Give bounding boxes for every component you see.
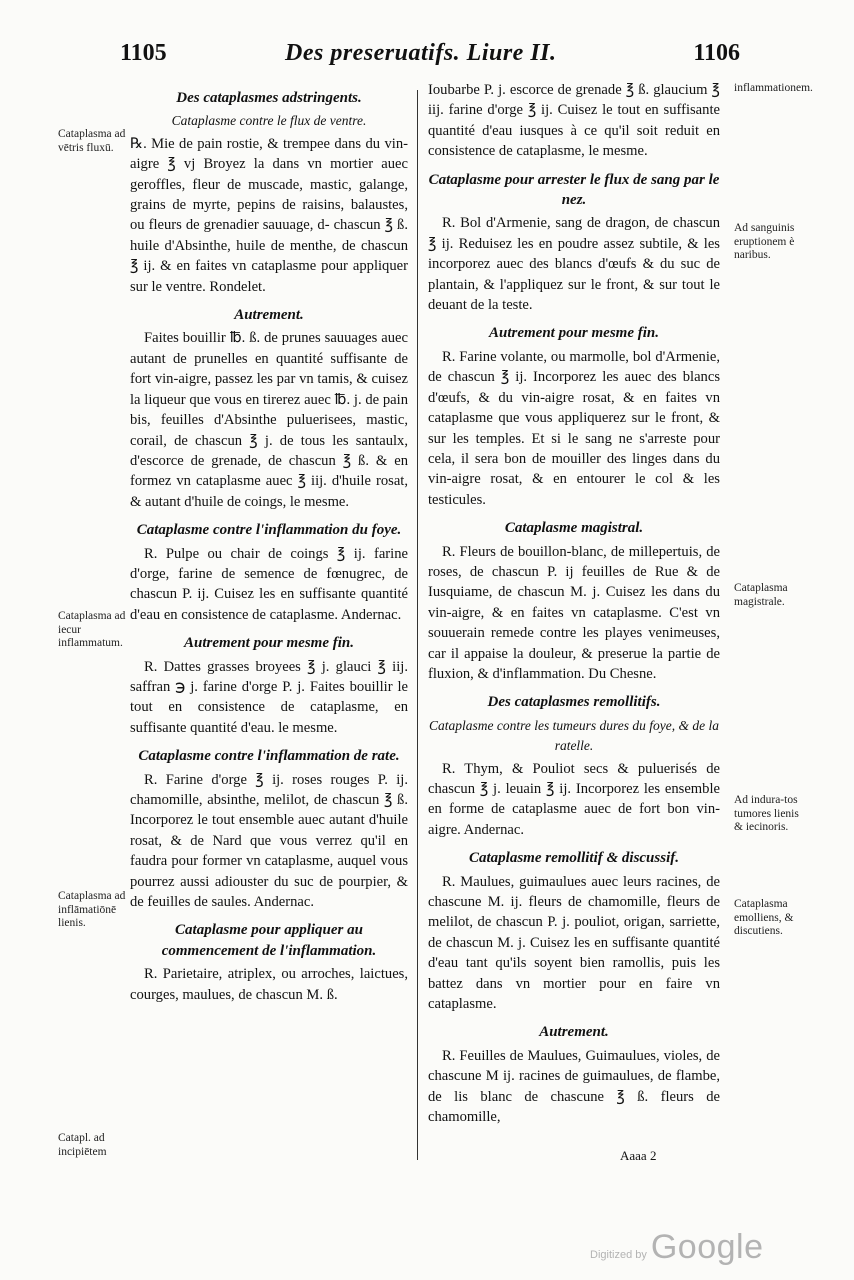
running-title: Des preseruatifs. Liure II. xyxy=(285,40,557,66)
margin-note: Cataplasma ad inflāmatiōnē lienis. xyxy=(58,890,126,929)
section-heading: Cataplasme pour appliquer au commencement de l'inflammation. xyxy=(161,922,377,959)
paragraph: Ioubarbe P. j. escorce de grenade ℥ ß. glaucium ℥ iij. farine d'orge ℥ ij. Cuisez le tout en suffisante quantité d'eau iusques à ce qu'il soit reduit en consistence de cataplasme, le mesme. xyxy=(428,82,720,160)
page-number-left: 1105 xyxy=(120,40,167,66)
digitized-label: Digitized by xyxy=(590,1249,647,1261)
section-heading: Cataplasme contre l'inflammation de rate. xyxy=(138,748,400,765)
paragraph: R. Dattes grasses broyees ℥ j. glauci ℥ iij. saffran ℈ j. farine d'orge P. j. Faites bouillir le tout en consistence de cataplasme, en suffisante quantité d'eau. le mesme. xyxy=(130,658,408,736)
page-number-right: 1106 xyxy=(693,40,740,66)
section-heading: Cataplasme contre les tumeurs dures du foye, & de la ratelle. xyxy=(429,717,719,754)
margin-note: Catapl. ad incipiētem xyxy=(58,1132,107,1158)
paragraph: R. Fleurs de bouillon-blanc, de millepertuis, de roses, de chascun P. ij feuilles de Rue & de Iusquiame, de chascun M. j. Cuisez les dans du vin-aigre, & en faites vn cataplasme. C'est vn souuerain remede contre les playes venimeuses, car il appaise la douleur, & preserue la partie de fluxion, & d'inflammation. Du Chesne. xyxy=(428,543,720,682)
paragraph: R. Farine volante, ou marmolle, bol d'Armenie, de chascun ℥ ij. Incorporez les auec des blancs d'œufs, & du vin-aigre rosat, & en faites vn cataplasme que vous appliquerez sur le front, & sur les temples. Et si le sang ne s'arreste pour cela, il sera bon de mouiller des linges dans du vin-aigre rosat, & en entourer le col & les testicules. xyxy=(428,348,720,508)
margin-note: Cataplasma ad vētris fluxū. xyxy=(58,128,126,154)
column-rule xyxy=(417,90,418,1160)
paragraph: R. Farine d'orge ℥ ij. roses rouges P. ij. chamomille, absinthe, melilot, de chascun ℥ ß. Incorporez le tout ensemble auec autant d'huile rosat, & de Nard que vous verrez qu'il en faudra pour former vn cataplasme, auquel vous pourrez aussi adiouster du suc de pourpier, & de feuilles de saules. Andernac. xyxy=(130,771,408,911)
section-heading: Des cataplasmes adstringents. xyxy=(176,90,362,106)
section-heading: Autrement pour mesme fin. xyxy=(183,635,355,652)
margin-note: Ad indura-tos tumores lienis & iecinoris. xyxy=(734,794,799,833)
page-header xyxy=(110,40,740,72)
section-heading: Autrement pour mesme fin. xyxy=(488,325,660,342)
section-heading: Cataplasme pour arrester le flux de sang par le nez. xyxy=(428,171,720,209)
margin-note: Cataplasma ad iecur inflammatum. xyxy=(58,610,126,649)
paragraph: R. Parietaire, atriplex, ou arroches, laictues, courges, maulues, de chascun M. ß. xyxy=(130,966,408,1003)
paragraph: R. Maulues, guimaulues auec leurs racines, de chascune M. ij. fleurs de chamomille, fleurs de melilot, de chascun P. j. pouliot, origan, sarriette, de chascun M. j. Cuisez les en suffisante quantité d'eau tant qu'ils soyent bien ramollis, puis les battez dans vn mortier pour en faire vn cataplasme. xyxy=(428,873,720,1013)
digitized-watermark xyxy=(590,1228,764,1267)
margin-note: inflammationem. xyxy=(734,82,813,94)
section-heading: Autrement. xyxy=(539,1024,609,1041)
section-heading: Cataplasme contre l'inflammation du foye. xyxy=(136,522,402,539)
paragraph: ℞. Mie de pain rostie, & trempee dans du vin-aigre ℥ vj Broyez la dans vn mortier auec geroffles, fleur de muscade, mastic, galange, grains de myrte, pepins de raisins, balaustes, ou fleurs de grenadier sauuage, d- chascun ℥ ß. huile d'Absinthe, huile de menthe, de chascun ℥ ij. & en faites vn cataplasme pour appliquer sur le ventre. Rondelet. xyxy=(130,135,408,295)
paragraph: Faites bouillir ℔. ß. de prunes sauuages auec autant de prunelles en quantité suffisante de fort vin-aigre, passez les par vn tamis, & cuisez la liqueur que vous en tirerez auec ℔. j. de pain bis, feuilles d'Absinthe puluerisees, mastic, corail, de chascun ℥ j. de tous les santaulx, d'escorce de grenade, de chascun ℥ ß. & en formez vn cataplasme auec ℥ iij. d'huile rosat, & autant d'huile de coings, le mesme. xyxy=(130,330,408,510)
margin-note: Ad sanguinis eruptionem è naribus. xyxy=(734,222,795,261)
paragraph: R. Pulpe ou chair de coings ℥ ij. farine d'orge, farine de semence de fœnugrec, de chascun P. ij. Cuisez les en suffisante quantité d'eau en consistence de cataplasme. Andernac. xyxy=(130,545,408,623)
section-heading: Autrement. xyxy=(234,307,304,324)
section-heading: Cataplasme magistral. xyxy=(504,520,644,537)
paragraph: R. Bol d'Armenie, sang de dragon, de chascun ℥ ij. Reduisez les en poudre assez subtile, & les incorporez auec des blancs d'œufs & du suc de plantain, & l'appliquez sur le front, & sur tout le deuant de la teste. xyxy=(428,215,720,314)
right-column xyxy=(428,80,720,1128)
left-column xyxy=(130,80,408,1005)
paragraph: R. Thym, & Pouliot secs & puluerisés de chascun ℥ j. leuain ℥ ij. Incorporez les ensemble en forme de cataplasme auec de fort bon vin-aigre. Andernac. xyxy=(428,760,720,838)
section-heading: Cataplasme remollitif & discussif. xyxy=(468,850,679,867)
margin-note: Cataplasma magistrale. xyxy=(734,582,788,608)
margin-note: Cataplasma emolliens, & discutiens. xyxy=(734,898,794,937)
google-logo: Google xyxy=(650,1228,764,1266)
section-heading: Cataplasme contre le flux de ventre. xyxy=(171,113,367,129)
section-heading: Des cataplasmes remollitifs. xyxy=(487,694,661,711)
signature-mark: Aaaa 2 xyxy=(620,1148,657,1163)
paragraph: R. Feuilles de Maulues, Guimaulues, violes, de chascune M ij. racines de guimaulues, de flambe, de lis blanc de chascune ℥ ß. fleurs de chamomille, xyxy=(428,1047,720,1126)
